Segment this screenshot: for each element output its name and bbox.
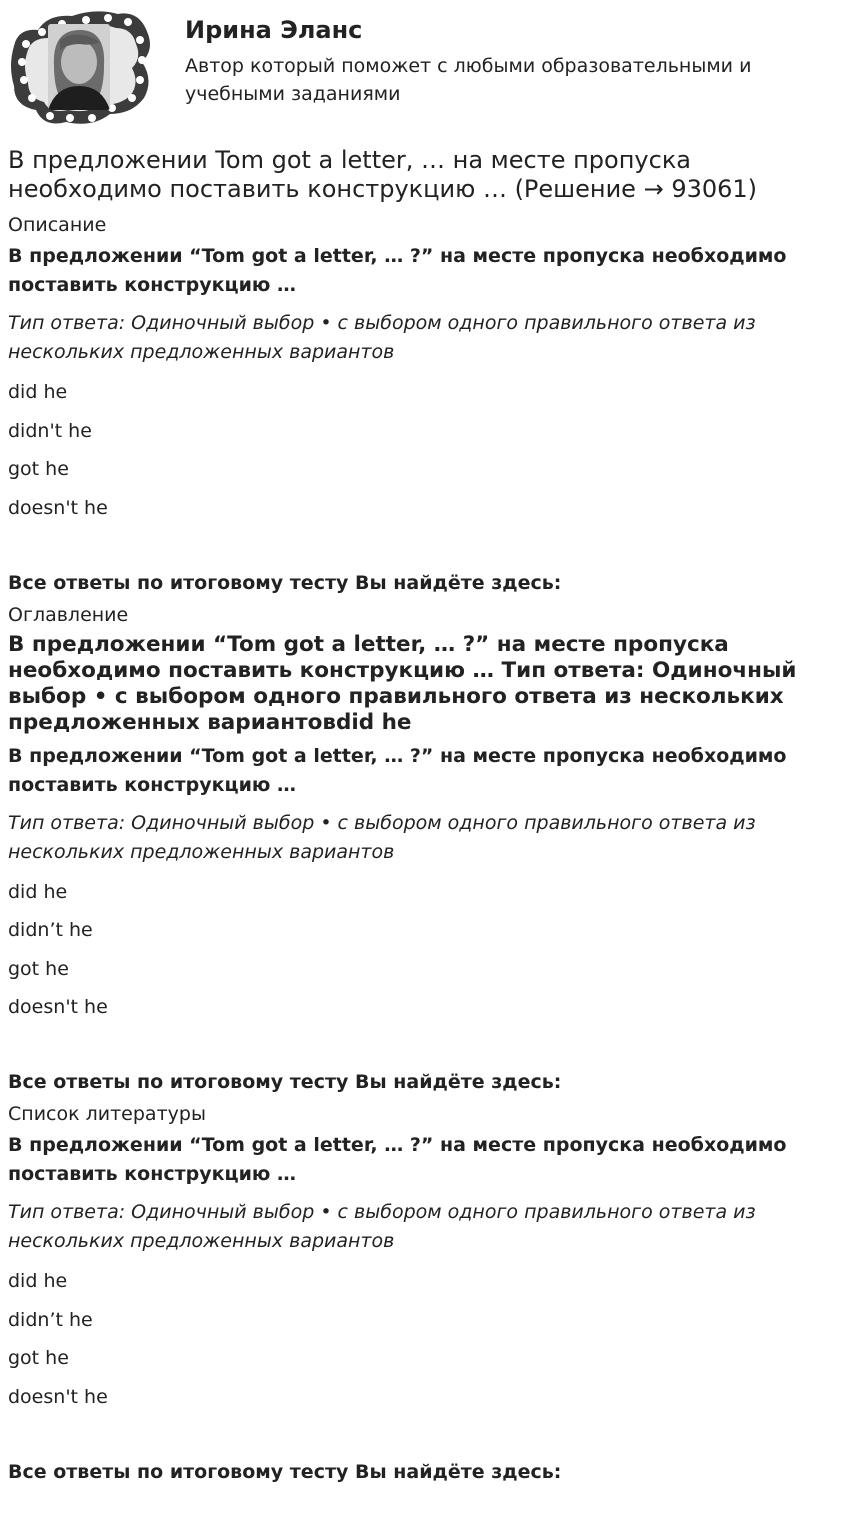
all-answers-text: Все ответы по итоговому тесту Вы найдёте здесь: (8, 571, 562, 594)
answer-option: did he (8, 1270, 68, 1292)
question-text: В предложении “Tom got a letter, … ?” на месте пропуска необходимо поставить конструкцию … (8, 744, 787, 796)
film-frame-avatar-icon (8, 6, 154, 128)
section-label-description: Описание (8, 214, 107, 236)
answer-type-text: Тип ответа: Одиночный выбор • с выбором одного правильного ответа из нескольких предложенных вариантов (8, 1201, 756, 1252)
answer-type-text: Тип ответа: Одиночный выбор • с выбором одного правильного ответа из нескольких предложенных вариантов (8, 312, 756, 363)
main-content (8, 146, 828, 1483)
question-text: В предложении “Tom got a letter, … ?” на месте пропуска необходимо поставить конструкцию … (8, 1134, 787, 1185)
answer-type-text: Тип ответа: Одиночный выбор • с выбором одного правильного ответа из нескольких предложенных вариантов (8, 811, 756, 863)
author-description: Автор который поможет с любыми образовательными и учебными заданиями (185, 55, 752, 105)
all-answers-text: Все ответы по итоговому тесту Вы найдёте здесь: (8, 1071, 562, 1093)
author-header (8, 6, 839, 128)
author-name[interactable]: Ирина Эланс (185, 16, 363, 44)
answer-option: did he (8, 880, 68, 903)
answer-option: doesn't he (8, 496, 108, 519)
answer-option: doesn't he (8, 1385, 108, 1408)
answer-option: got he (8, 458, 69, 480)
answer-option: didn’t he (8, 1308, 93, 1331)
answer-option: got he (8, 1347, 69, 1369)
bibliography-section (8, 1103, 828, 1483)
answer-option: got he (8, 957, 69, 980)
author-avatar[interactable] (8, 6, 154, 128)
page-title: В предложении Tom got a letter, … на месте пропуска необходимо поставить конструкцию … (Решение → 93061) (8, 146, 758, 203)
toc-section (8, 604, 828, 1094)
answer-option: did he (8, 381, 68, 403)
answer-option: doesn't he (8, 996, 108, 1018)
all-answers-text: Все ответы по итоговому тесту Вы найдёте здесь: (8, 1460, 562, 1483)
toc-heading: В предложении “Tom got a letter, … ?” на месте пропуска необходимо поставить конструкцию … Тип ответа: Одиночный выбор • с выбором одного правильного ответа из нескольких предложенных вариантовdid he (8, 631, 797, 735)
description-section (8, 214, 828, 594)
section-label-toc: Оглавление (8, 603, 129, 626)
answer-option: didn't he (8, 419, 92, 442)
section-label-bibliography: Список литературы (8, 1103, 206, 1125)
question-text: В предложении “Tom got a letter, … ?” на месте пропуска необходимо поставить конструкцию … (8, 245, 787, 296)
answer-option: didn’t he (8, 919, 93, 941)
